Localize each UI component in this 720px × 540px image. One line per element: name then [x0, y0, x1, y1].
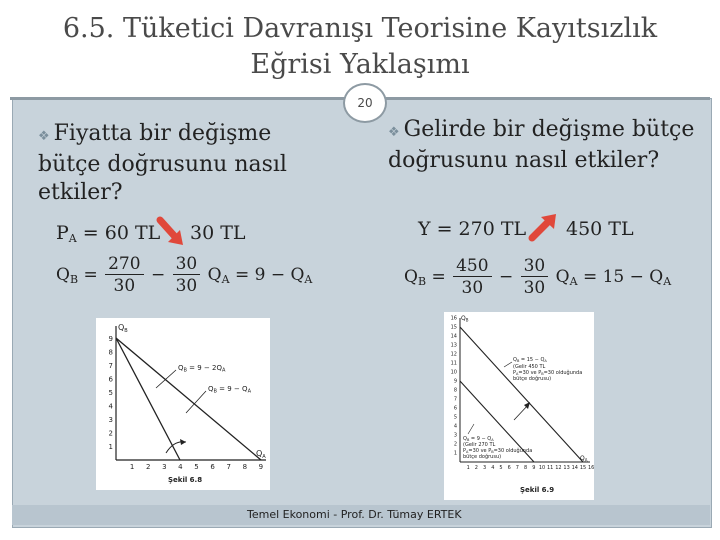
x-tick-label: 4	[178, 463, 183, 471]
x-axis-label: $Q_A$	[580, 455, 588, 463]
x-tick-label: 14	[571, 465, 578, 471]
fraction-2-numerator: 30	[173, 254, 201, 275]
x-tick-label: 1	[466, 465, 470, 471]
eq-lhs: Q	[56, 265, 70, 285]
x-tick-label: 7	[226, 463, 231, 471]
x-tick-label: 1	[129, 463, 135, 471]
x-tick-label: 15	[579, 465, 587, 471]
y-tick-label: 1	[108, 442, 113, 451]
slide-title-line-2: Eğrisi Yaklaşımı	[250, 49, 470, 80]
footer-bar	[12, 505, 710, 525]
eq-q: Q	[207, 265, 222, 285]
x-axis-label: $Q_A$	[256, 449, 266, 460]
arrow-up-right-icon	[528, 210, 560, 242]
x-tick-label: 2	[474, 465, 478, 471]
note-top-2: (Gelir 450 TL	[513, 364, 546, 370]
line-label-b: $Q_B = 9 - Q_A$	[208, 385, 251, 395]
arrow-down-right-icon	[156, 216, 186, 248]
y-tick-label: 8	[108, 348, 113, 357]
figure-caption: Şekil 6.8	[168, 476, 203, 484]
left-question	[38, 120, 338, 207]
y-tick-label: 9	[108, 334, 113, 343]
x-tick-label: 9	[532, 465, 536, 471]
figure-6-8-graph	[96, 318, 270, 490]
right-question-text: Gelirde bir değişme bütçe doğrusunu nasıl etkiler?	[388, 117, 695, 173]
note-top-1: $Q_B = 15 - Q_A$	[513, 357, 547, 363]
eq-equals: =	[83, 265, 98, 285]
right-income-from: Y = 270 TL	[418, 218, 527, 240]
rotation-arrowhead	[180, 439, 186, 445]
price-from-value: = 60 TL	[82, 222, 161, 244]
y-tick-label: 4	[108, 402, 113, 411]
eq-rhs: = 15 − Q	[582, 267, 664, 287]
note-bottom-1: $Q_B = 9 - Q_A$	[463, 436, 494, 442]
figure-caption: Şekil 6.9	[520, 486, 555, 494]
left-question-text: Fiyatta bir değişme bütçe doğrusunu nasıl etkiler?	[38, 121, 287, 205]
fraction-2	[521, 256, 549, 299]
x-tick-label: 6	[210, 463, 215, 471]
note-bottom-2: (Gelir 270 TL	[463, 442, 496, 448]
x-tick-label: 8	[524, 465, 528, 471]
eq-q-sub: A	[221, 273, 230, 286]
eq-minus: −	[150, 265, 166, 285]
price-from-sub: A	[68, 232, 77, 245]
x-tick-labels	[130, 463, 263, 471]
y-tick-label: 5	[453, 414, 457, 421]
y-tick-label: 6	[453, 405, 457, 412]
fraction-2-denominator: 30	[523, 278, 546, 298]
x-tick-label: 8	[242, 463, 248, 471]
y-tick-labels	[451, 316, 457, 457]
note-top-3: $P_A=30$ ve $P_B=30$ olduğunda	[513, 370, 583, 376]
slide-title-line-1: 6.5. Tüketici Davranışı Teorisine Kayıtsızlık	[62, 13, 658, 44]
y-tick-label: 7	[453, 396, 457, 403]
y-tick-labels	[109, 335, 114, 451]
left-price-change	[56, 222, 160, 245]
y-axis-label: $Q_B$	[461, 315, 469, 323]
x-tick-label: 4	[491, 465, 495, 471]
y-tick-label: 1	[453, 450, 457, 457]
fraction-1-denominator: 30	[113, 276, 136, 296]
eq-lhs-sub: B	[417, 275, 427, 288]
x-tick-label: 10	[538, 465, 546, 471]
y-tick-label: 15	[450, 324, 457, 331]
eq-q: Q	[555, 267, 570, 287]
x-tick-label: 5	[194, 463, 199, 471]
note-bottom-4: bütçe doğrusu)	[463, 454, 502, 460]
fraction-1-numerator: 450	[453, 256, 491, 277]
figure-6-9	[444, 312, 594, 500]
label-leader-b	[186, 391, 206, 413]
bullet-icon: ❖	[38, 129, 50, 144]
x-tick-label: 3	[162, 463, 167, 471]
note-leader-bottom	[468, 424, 474, 434]
fraction-2-denominator: 30	[175, 276, 198, 296]
slide-number-badge	[343, 83, 387, 123]
fraction-1	[453, 256, 491, 299]
left-price-to: 30 TL	[190, 222, 246, 244]
eq-equals: =	[431, 267, 446, 287]
footer-text: Temel Ekonomi - Prof. Dr. Tümay ERTEK	[247, 508, 462, 521]
y-tick-label: 6	[108, 375, 113, 384]
y-tick-label: 2	[453, 441, 457, 448]
y-tick-label: 3	[108, 415, 113, 424]
figure-6-9-graph	[444, 312, 594, 500]
budget-line-new	[116, 338, 261, 460]
bullet-icon: ❖	[388, 125, 400, 140]
line-label-a: $Q_B = 9 - 2Q_A$	[178, 364, 226, 374]
budget-line-initial	[116, 338, 180, 460]
x-tick-label: 2	[145, 463, 151, 471]
y-tick-label: 2	[108, 429, 113, 438]
x-tick-label: 5	[499, 465, 503, 471]
slide-number: 20	[357, 96, 373, 110]
right-income-to: 450 TL	[566, 218, 634, 240]
x-tick-label: 7	[515, 465, 519, 471]
x-tick-label: 3	[483, 465, 487, 471]
x-tick-label: 11	[547, 465, 554, 471]
eq-rhs: = 9 − Q	[234, 265, 305, 285]
y-tick-label: 3	[453, 432, 457, 439]
x-tick-label: 9	[258, 463, 264, 471]
fraction-1-denominator: 30	[461, 278, 484, 298]
x-tick-labels	[467, 465, 594, 471]
eq-minus: −	[498, 267, 514, 287]
y-tick-label: 9	[453, 378, 457, 385]
x-tick-label: 12	[555, 465, 562, 471]
y-tick-label: 4	[453, 423, 457, 430]
note-top-4: bütçe doğrusu)	[513, 376, 552, 382]
eq-lhs-sub: B	[69, 273, 79, 286]
fraction-1	[105, 254, 143, 297]
y-tick-label: 10	[450, 369, 457, 376]
fraction-2	[173, 254, 201, 297]
y-tick-label: 7	[108, 361, 113, 370]
y-tick-label: 16	[450, 315, 457, 322]
eq-q-sub: A	[569, 275, 578, 288]
y-tick-label: 5	[108, 388, 113, 397]
fraction-1-numerator: 270	[105, 254, 143, 275]
figure-6-8	[96, 318, 270, 490]
x-tick-label: 13	[563, 465, 570, 471]
eq-rhs-sub: A	[304, 273, 313, 286]
right-budget-equation	[404, 256, 671, 299]
note-leader-top	[504, 362, 512, 367]
note-bottom-3: $P_A=30$ ve $P_B=30$ olduğunda	[463, 448, 533, 454]
y-tick-label: 8	[453, 387, 457, 394]
x-tick-label: 6	[507, 465, 511, 471]
y-axis-label: $Q_B$	[118, 323, 128, 334]
y-tick-label: 14	[450, 333, 457, 340]
y-tick-label: 12	[450, 351, 457, 358]
x-tick-label: 16	[588, 465, 594, 471]
right-question	[388, 116, 708, 175]
eq-rhs-sub: A	[663, 275, 672, 288]
left-budget-equation	[56, 254, 312, 297]
price-from-symbol: P	[56, 222, 69, 244]
y-tick-label: 13	[450, 342, 457, 349]
y-tick-label: 11	[450, 360, 457, 367]
eq-lhs: Q	[404, 267, 418, 287]
fraction-2-numerator: 30	[521, 256, 549, 277]
